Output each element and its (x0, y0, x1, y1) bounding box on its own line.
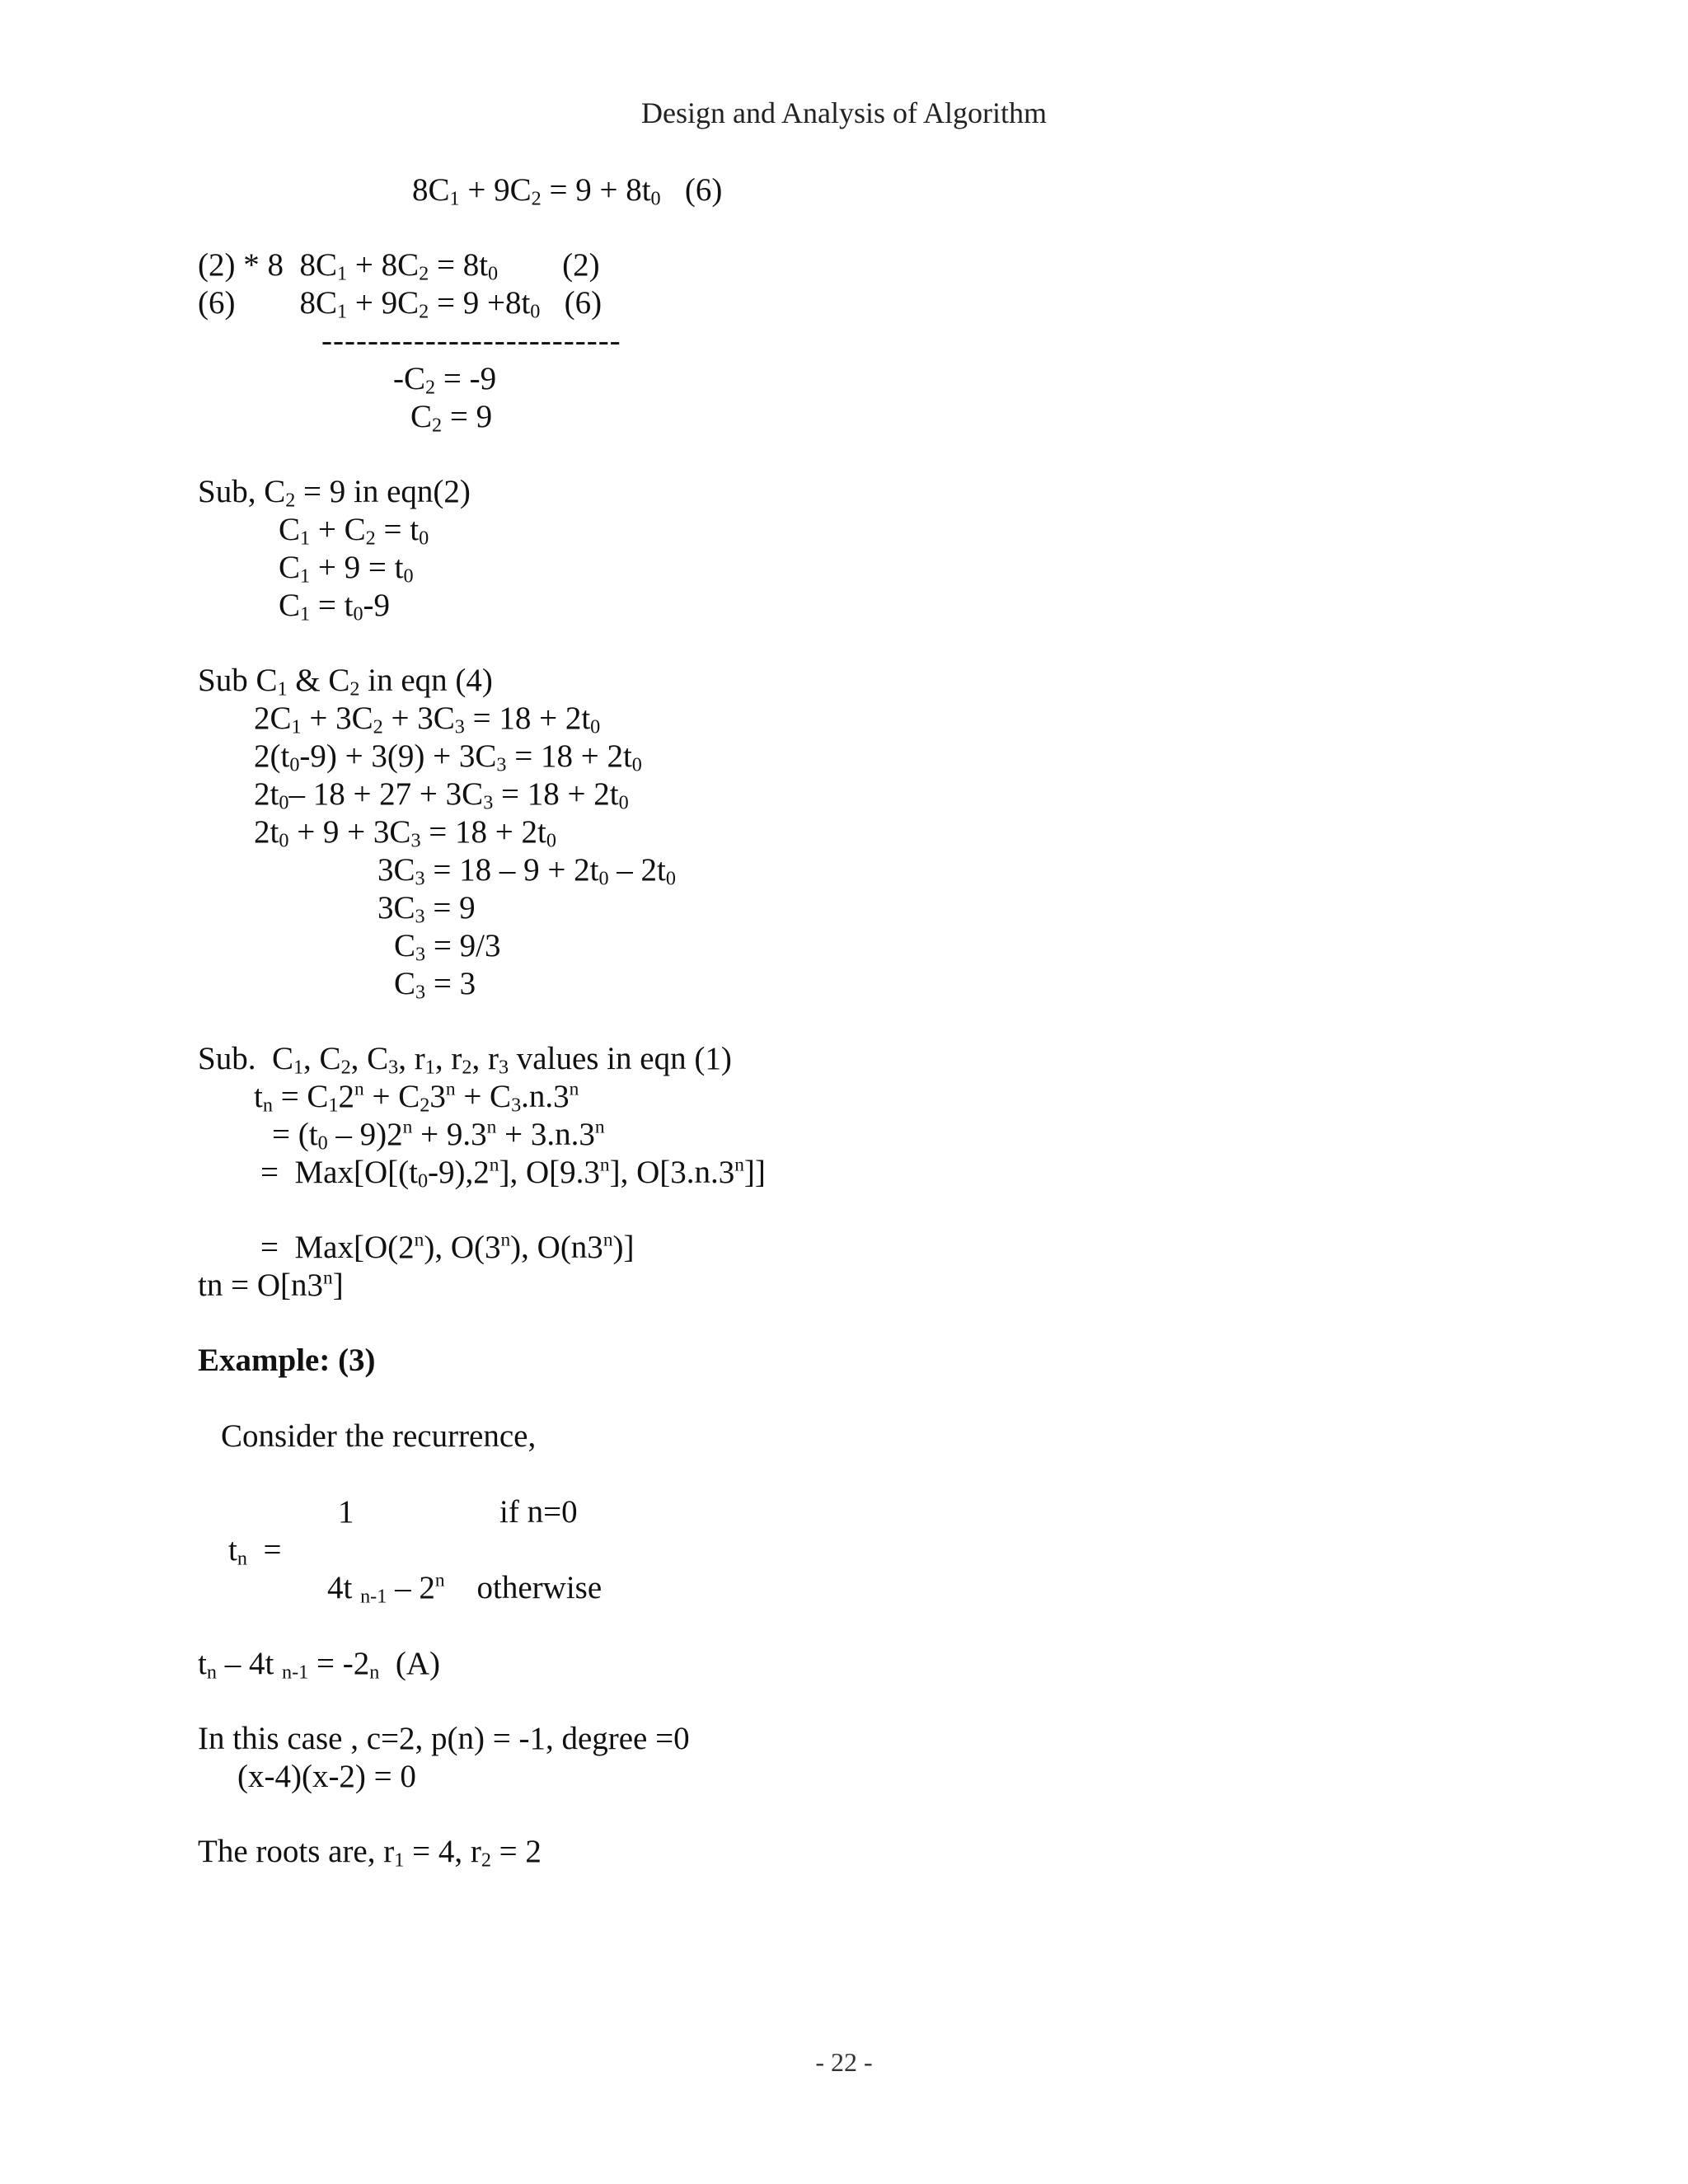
math-line-l28: 1 (338, 1494, 354, 1530)
math-line-l18: $C_3 = 9/3$ (394, 928, 501, 966)
math-line-l25: tn = $O[n3^n]$ (198, 1267, 344, 1303)
math-line-l24: = Max[O(2$^n$), O(3$^n$), O(n3$^n$)] (260, 1229, 635, 1265)
math-line-l12: $2C_1 + 3C_2 + 3C_3 = 18 + 2t_0$ (254, 701, 601, 738)
math-line-l33: In this case , c=2, p(n) = -1, degree =0 (198, 1721, 690, 1756)
math-line-l11: Sub $C_1$ & $C_2$ in eqn (4) (198, 663, 493, 701)
math-line-l06: $C_2 = 9$ (410, 399, 493, 437)
math-line-l05: $-C_2 = -9$ (393, 361, 497, 399)
math-line-l22: = $(t_0 - 9)2^n + 9.3^n + 3.n.3^n$ (272, 1116, 605, 1155)
math-line-l16: $3C_3 = 18 - 9 + 2t_0 - 2t_0$ (377, 852, 676, 890)
math-line-l27: Consider the recurrence, (221, 1418, 537, 1454)
math-line-l15: $2t_0 + 9 + 3C_3 = 18 + 2t_0$ (254, 814, 556, 852)
math-line-l32: $t_n - 4t$ $_{n-1} = -2_n$ (A) (198, 1646, 440, 1684)
math-line-l17: $3C_3 = 9$ (377, 890, 476, 928)
math-line-l10: $C_1 = t_0-9$ (279, 588, 391, 626)
math-line-l34: (x-4)(x-2) = 0 (237, 1759, 416, 1794)
page-number: - 22 - (815, 2047, 873, 2077)
running-header: Design and Analysis of Algorithm (641, 96, 1047, 129)
math-line-l30: $t_n$ = (228, 1532, 282, 1570)
math-line-l14: $2t_0-$ $18 + 27 + 3C_3 = 18 + 2t_0$ (254, 776, 629, 814)
math-line-l21: $t_n = C_12^n + C_23^n + C_3.n.3^n$ (254, 1078, 579, 1117)
math-line-l19: $C_3 = 3$ (394, 966, 476, 1004)
math-line-l01: $8C_1 + 9C_2 = 9 + 8t_0$ (6) (412, 172, 723, 210)
math-line-l08: $C_1 + C_2 = t_0$ (279, 512, 429, 550)
math-line-l26: Example: (3) (198, 1343, 376, 1378)
math-line-l29: if n=0 (499, 1494, 578, 1530)
math-line-l04: -------------------------- (321, 323, 621, 359)
math-line-l09: $C_1 + 9 = t_0$ (279, 550, 414, 588)
math-line-l23: = $Max[O[(t_0-9),2^n]$, O[9.3$^n$], O[3.n.3$^n$]] (260, 1154, 766, 1193)
math-line-l13: $2(t_0-9) + 3(9) + 3C_3 = 18 + 2t_0$ (254, 738, 642, 776)
math-line-l35: The roots are, $r_1 = 4$, $r_2 = 2$ (198, 1834, 542, 1872)
math-line-l31: 4t $_{n-1}$ – 2$^n$ otherwise (327, 1569, 603, 1608)
math-line-l20: Sub. $C_1$, $C_2$, $C_3$, $r_1$, $r_2$, $r_3$ values in eqn (1) (198, 1041, 732, 1079)
math-line-l03: (6) $8C_1 + 9C_2 = 9 +8t_0$ (6) (198, 285, 603, 323)
math-line-l07: Sub, $C_2 = 9$ in eqn(2) (198, 474, 471, 512)
math-line-l02: (2) * 8 $8C_1 + 8C_2 = 8t_0$ (2) (198, 247, 600, 285)
